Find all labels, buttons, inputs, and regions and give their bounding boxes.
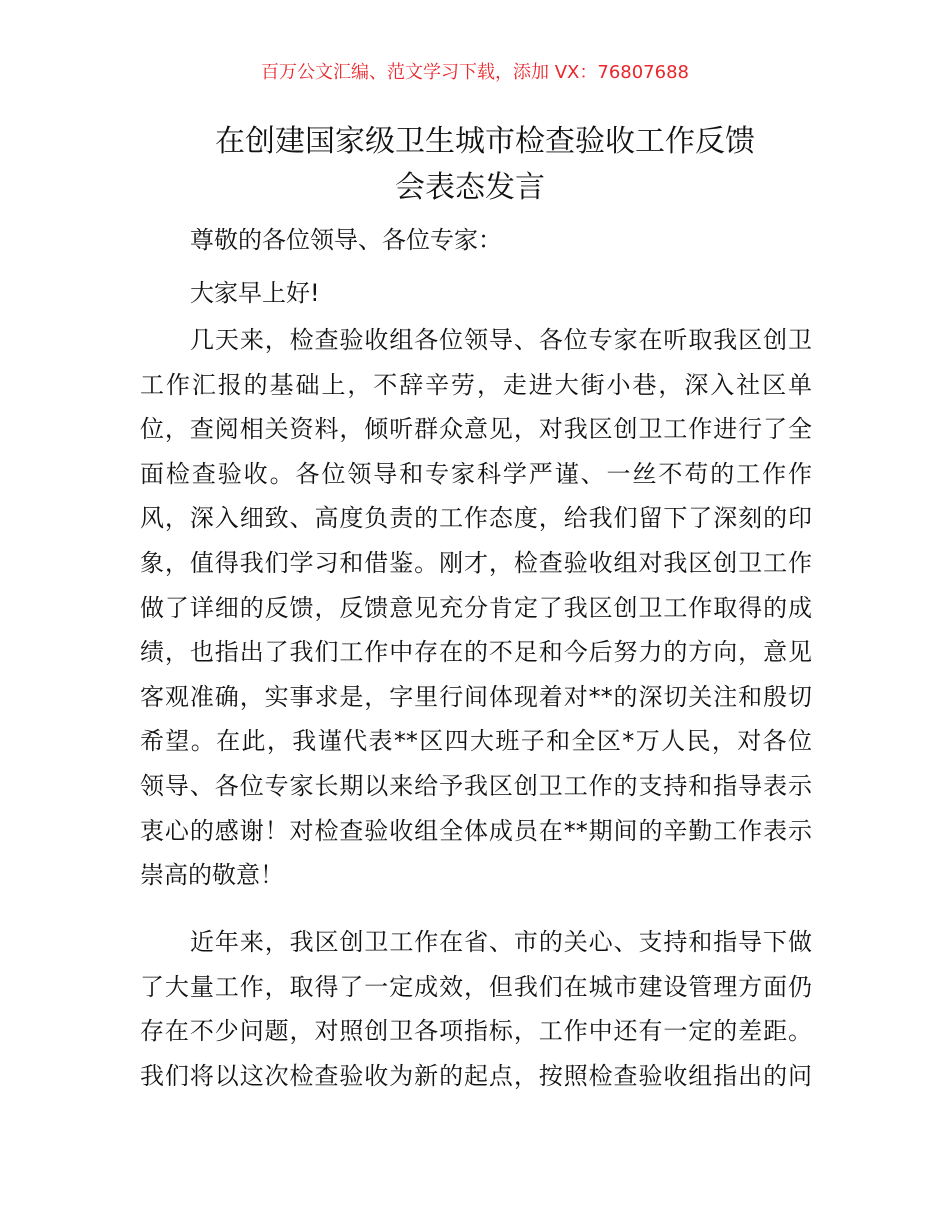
paragraph-line: 做了详细的反馈，反馈意见充分肯定了我区创卫工作取得的成	[140, 593, 812, 622]
paragraph-line: 位，查阅相关资料，倾听群众意见，对我区创卫工作进行了全	[140, 415, 812, 444]
document-title-line-1: 在创建国家级卫生城市检查验收工作反馈	[215, 124, 755, 159]
salutation: 尊敬的各位领导、各位专家：	[190, 226, 502, 254]
paragraph-line: 工作汇报的基础上，不辞辛劳，走进大街小巷，深入社区单	[140, 370, 812, 399]
paragraph-line: 绩，也指出了我们工作中存在的不足和今后努力的方向，意见	[140, 638, 812, 667]
paragraph-line: 衷心的感谢！对检查验收组全体成员在**期间的辛勤工作表示	[140, 816, 812, 845]
paragraph-line: 领导、各位专家长期以来给予我区创卫工作的支持和指导表示	[140, 771, 812, 800]
paragraph-line: 我们将以这次检查验收为新的起点，按照检查验收组指出的问	[140, 1061, 812, 1090]
paragraph-line: 了大量工作，取得了一定成效，但我们在城市建设管理方面仍	[140, 972, 812, 1001]
paragraph-line: 近年来，我区创卫工作在省、市的关心、支持和指导下做	[190, 928, 812, 956]
watermark-banner: 百万公文汇编、范文学习下载，添加 VX：76807688	[261, 62, 689, 83]
paragraph-1	[140, 318, 812, 898]
paragraph-line: 希望。在此，我谨代表**区四大班子和全区*万人民，对各位	[140, 727, 812, 756]
document-title-line-2: 会表态发言	[395, 170, 545, 205]
greeting: 大家早上好!	[190, 279, 320, 307]
paragraph-line: 象，值得我们学习和借鉴。刚才，检查验收组对我区创卫工作	[140, 548, 812, 577]
paragraph-2	[140, 920, 812, 1098]
paragraph-line: 崇高的敬意！	[140, 861, 284, 890]
paragraph-line: 几天来，检查验收组各位领导、各位专家在听取我区创卫	[190, 326, 812, 354]
paragraph-line: 存在不少问题，对照创卫各项指标，工作中还有一定的差距。	[140, 1017, 812, 1046]
paragraph-line: 风，深入细致、高度负责的工作态度，给我们留下了深刻的印	[140, 504, 812, 533]
paragraph-line: 客观准确，实事求是，字里行间体现着对**的深切关注和殷切	[140, 682, 812, 711]
paragraph-line: 面检查验收。各位领导和专家科学严谨、一丝不苟的工作作	[140, 459, 812, 488]
